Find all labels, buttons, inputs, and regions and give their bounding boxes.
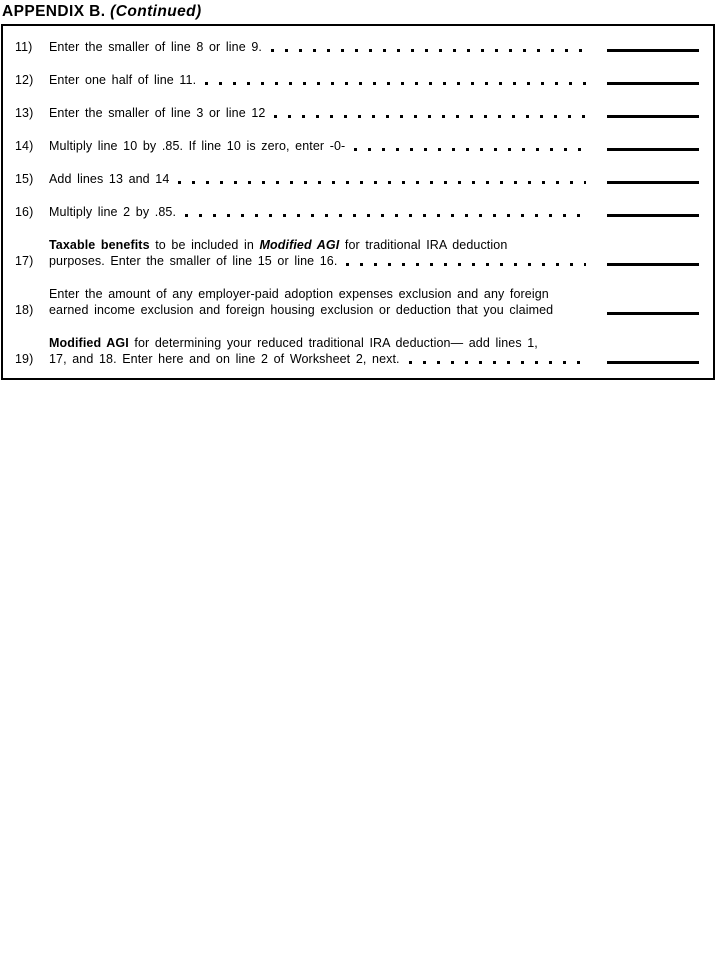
line-text-block xyxy=(49,286,587,318)
line-number: 11) xyxy=(15,40,33,54)
line-text xyxy=(49,72,196,88)
entry-blank-line xyxy=(607,361,699,364)
worksheet-line-16 xyxy=(15,204,699,220)
line-text-segment: purposes. Enter the smaller of line 15 or line 16. xyxy=(49,254,338,268)
line-text-segment: Taxable benefits xyxy=(49,238,150,252)
text-line xyxy=(49,72,587,88)
text-line xyxy=(49,286,587,302)
line-number: 17) xyxy=(15,254,34,268)
text-line xyxy=(49,253,587,269)
line-text-block xyxy=(49,39,587,55)
line-text-segment: Add lines 13 and 14 xyxy=(49,172,170,186)
dot-leader xyxy=(178,181,586,184)
worksheet-line-19 xyxy=(15,335,699,367)
dot-leader xyxy=(271,49,586,52)
text-line xyxy=(49,138,587,154)
line-text-segment: Enter the smaller of line 3 or line 12 xyxy=(49,106,266,120)
line-text xyxy=(49,287,549,301)
line-text-block xyxy=(49,138,587,154)
line-text-block xyxy=(49,105,587,121)
line-text xyxy=(49,39,262,55)
dot-leader xyxy=(409,361,586,364)
line-text-segment: Modified AGI xyxy=(259,238,340,252)
worksheet-line-11 xyxy=(15,39,699,55)
worksheet-box xyxy=(1,24,715,380)
line-text-segment: Enter the smaller of line 8 or line 9. xyxy=(49,40,262,54)
dot-leader xyxy=(205,82,586,85)
line-text-block xyxy=(49,204,587,220)
entry-blank-line xyxy=(607,82,699,85)
line-text-segment: Multiply line 10 by .85. If line 10 is zero, enter -0- xyxy=(49,139,346,153)
dot-leader xyxy=(274,115,586,118)
line-text xyxy=(49,336,538,350)
entry-blank-line xyxy=(607,312,699,315)
line-text xyxy=(49,351,400,367)
worksheet-line-15 xyxy=(15,171,699,187)
line-text-segment: for determining your reduced traditional IRA deduction— add lines 1, xyxy=(128,336,538,350)
line-number: 14) xyxy=(15,139,34,153)
line-number: 18) xyxy=(15,303,34,317)
line-text-block xyxy=(49,171,587,187)
entry-blank-line xyxy=(607,148,699,151)
worksheet-line-18 xyxy=(15,286,699,318)
page-title-main: APPENDIX B. xyxy=(2,3,106,20)
entry-blank-line xyxy=(607,115,699,118)
text-line xyxy=(49,39,587,55)
text-line xyxy=(49,335,587,351)
line-number: 16) xyxy=(15,205,34,219)
line-text-segment: 17, and 18. Enter here and on line 2 of Worksheet 2, next. xyxy=(49,352,400,366)
line-number: 13) xyxy=(15,106,34,120)
line-text-segment: Multiply line 2 by .85. xyxy=(49,205,177,219)
line-number: 15) xyxy=(15,172,34,186)
dot-leader xyxy=(346,263,586,266)
page-title-continued: (Continued) xyxy=(110,3,202,20)
line-text xyxy=(49,105,265,121)
line-text xyxy=(49,253,337,269)
text-line xyxy=(49,351,587,367)
line-text-segment: for traditional IRA deduction xyxy=(339,238,508,252)
text-line xyxy=(49,204,587,220)
line-text xyxy=(49,302,553,318)
line-text xyxy=(49,138,345,154)
worksheet-line-14 xyxy=(15,138,699,154)
worksheet-line-13 xyxy=(15,105,699,121)
entry-blank-line xyxy=(607,181,699,184)
line-number: 19) xyxy=(15,352,34,366)
dot-leader xyxy=(354,148,586,151)
text-line xyxy=(49,237,587,253)
entry-blank-line xyxy=(607,263,699,266)
line-text-segment: Modified AGI xyxy=(49,336,129,350)
entry-blank-line xyxy=(607,49,699,52)
text-line xyxy=(49,171,587,187)
line-text-segment: Enter the amount of any employer-paid adoption expenses exclusion and any foreign xyxy=(49,287,549,301)
line-text-block xyxy=(49,72,587,88)
text-line xyxy=(49,302,587,318)
line-text-segment: Enter one half of line 11. xyxy=(49,73,197,87)
line-text xyxy=(49,238,507,252)
line-text xyxy=(49,171,169,187)
text-line xyxy=(49,105,587,121)
dot-leader xyxy=(185,214,586,217)
entry-blank-line xyxy=(607,214,699,217)
line-text xyxy=(49,204,176,220)
line-text-segment: to be included in xyxy=(149,238,260,252)
page-title xyxy=(2,3,202,21)
line-text-block xyxy=(49,237,587,269)
line-number: 12) xyxy=(15,73,34,87)
line-text-block xyxy=(49,335,587,367)
worksheet-line-12 xyxy=(15,72,699,88)
line-text-segment: earned income exclusion and foreign housing exclusion or deduction that you claimed xyxy=(49,303,554,317)
worksheet-line-17 xyxy=(15,237,699,269)
